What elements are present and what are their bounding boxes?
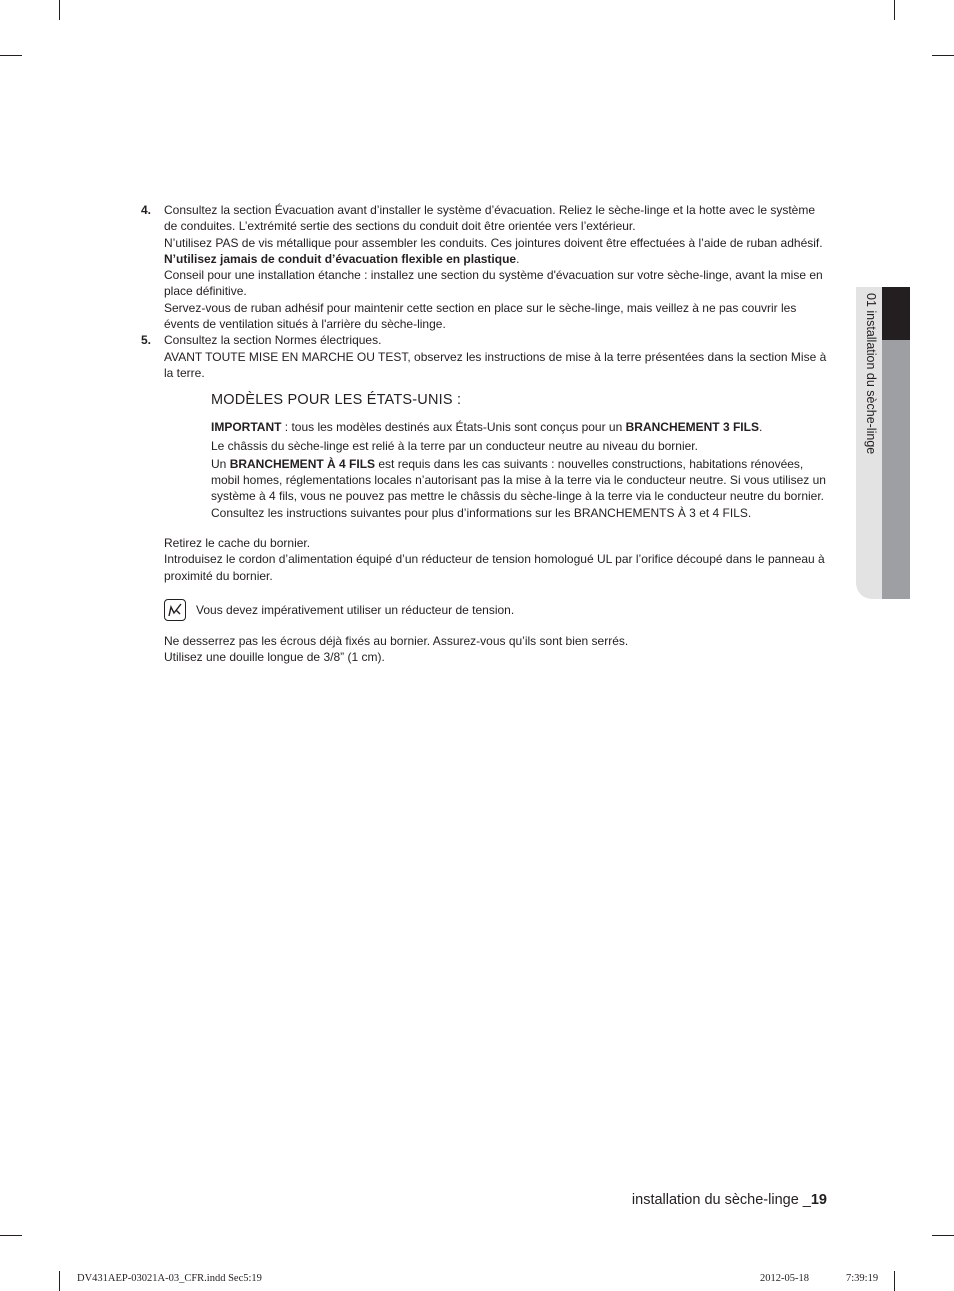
slug-time: 7:39:19	[846, 1273, 879, 1284]
paragraph: Introduisez le cordon d’alimentation équipé d’un réducteur de tension homologué UL par l’orifice découpé dans le panneau à proximité du bornier.	[164, 552, 825, 583]
item-number: 4.	[141, 203, 152, 217]
paragraph: Consultez la section Évacuation avant d’installer le système d’évacuation. Reliez le sèche-linge et la hotte avec le système de conduites. L’extrémité sertie des sections du conduit doit être orientée vers l’extérieur.	[164, 203, 816, 234]
crop-mark	[0, 1235, 22, 1236]
instructions	[164, 535, 831, 584]
three-wire-label: BRANCHEMENT 3 FILS	[625, 420, 759, 435]
page-footer	[632, 1192, 827, 1208]
main-content	[141, 202, 831, 666]
item-number: 5.	[141, 333, 152, 348]
paragraph: N’utilisez PAS de vis métallique pour assembler les conduits. Ces jointures doivent être effectuées à l’aide de ruban adhésif.	[164, 235, 823, 250]
paragraph: Conseil pour une installation étanche : installez une section du système d'évacuation sur votre sèche-linge, avant la mise en place définitive.	[164, 268, 823, 299]
paragraph: AVANT TOUTE MISE EN MARCHE OU TEST, observez les instructions de mise à la terre présentées dans la section Mise à la terre.	[164, 349, 827, 380]
chapter-tab	[856, 287, 910, 599]
paragraph: Utilisez une douille longue de 3/8” (1 cm).	[164, 650, 385, 665]
four-wire-paragraph	[211, 456, 831, 521]
slug-date: 2012-05-18	[760, 1273, 809, 1284]
crop-mark	[932, 55, 954, 56]
list-item	[141, 332, 831, 381]
bold-warning: N’utilisez jamais de conduit d’évacuation flexible en plastique	[164, 251, 517, 266]
note	[164, 599, 831, 621]
punctuation: .	[758, 420, 763, 435]
crop-mark	[894, 1271, 895, 1291]
section-heading: MODÈLES POUR LES ÉTATS-UNIS :	[211, 392, 462, 409]
page-number: 19	[810, 1192, 827, 1208]
paragraph: Ne desserrez pas les écrous déjà fixés au bornier. Assurez-vous qu’ils sont bien serrés.	[164, 633, 629, 648]
text-span: est requis dans les cas suivants : nouvelles constructions, habitations rénovées, mobil homes, réglementations locales n’autorisant pas la mise à la terre via le conducteur neutre. Si vous utilisez un système à 4 fils, vous ne pouvez pas mettre le châssis du sèche-linge à la terre via le conducteur neutre du bornier. Consultez les instructions suivantes pour plus d’informations sur les BRANCHEMENTS À 3 et 4 FILS.	[211, 456, 826, 520]
four-wire-label: BRANCHEMENT À 4 FILS	[229, 456, 376, 471]
note-text: Vous devez impérativement utiliser un réducteur de tension.	[196, 602, 515, 617]
footer-section: installation du sèche-linge _	[631, 1192, 811, 1208]
slug-file: DV431AEP-03021A-03_CFR.indd Sec5:19	[77, 1273, 262, 1284]
crop-mark	[0, 55, 22, 56]
final-instructions	[164, 633, 831, 666]
chapter-label: 01 installation du sèche-linge	[864, 293, 878, 455]
crop-mark	[894, 0, 895, 20]
paragraph: Consultez la section Normes électriques.	[164, 333, 382, 348]
paragraph: Le châssis du sèche-linge est relié à la terre par un conducteur neutre au niveau du bornier.	[211, 438, 698, 453]
punctuation: .	[516, 251, 520, 266]
text-span: : tous les modèles destinés aux États-Unis sont conçus pour un	[281, 420, 626, 435]
crop-mark	[932, 1235, 954, 1236]
important-label: IMPORTANT	[211, 420, 282, 435]
text-span: Un	[211, 456, 230, 471]
important-paragraph	[211, 419, 831, 435]
tab-black-marker	[882, 287, 910, 340]
paragraph: Servez-vous de ruban adhésif pour maintenir cette section en place sur le sèche-linge, mais veillez à ne pas couvrir les évents de ventilation situés à l'arrière du sèche-linge.	[164, 300, 797, 332]
paragraph: Retirez le cache du bornier.	[164, 536, 311, 551]
warning-paragraph	[164, 251, 831, 267]
crop-mark	[59, 1271, 60, 1291]
list-item	[141, 202, 831, 332]
us-models-section	[211, 391, 831, 521]
crop-mark	[59, 0, 60, 20]
note-pencil-icon	[164, 599, 186, 621]
